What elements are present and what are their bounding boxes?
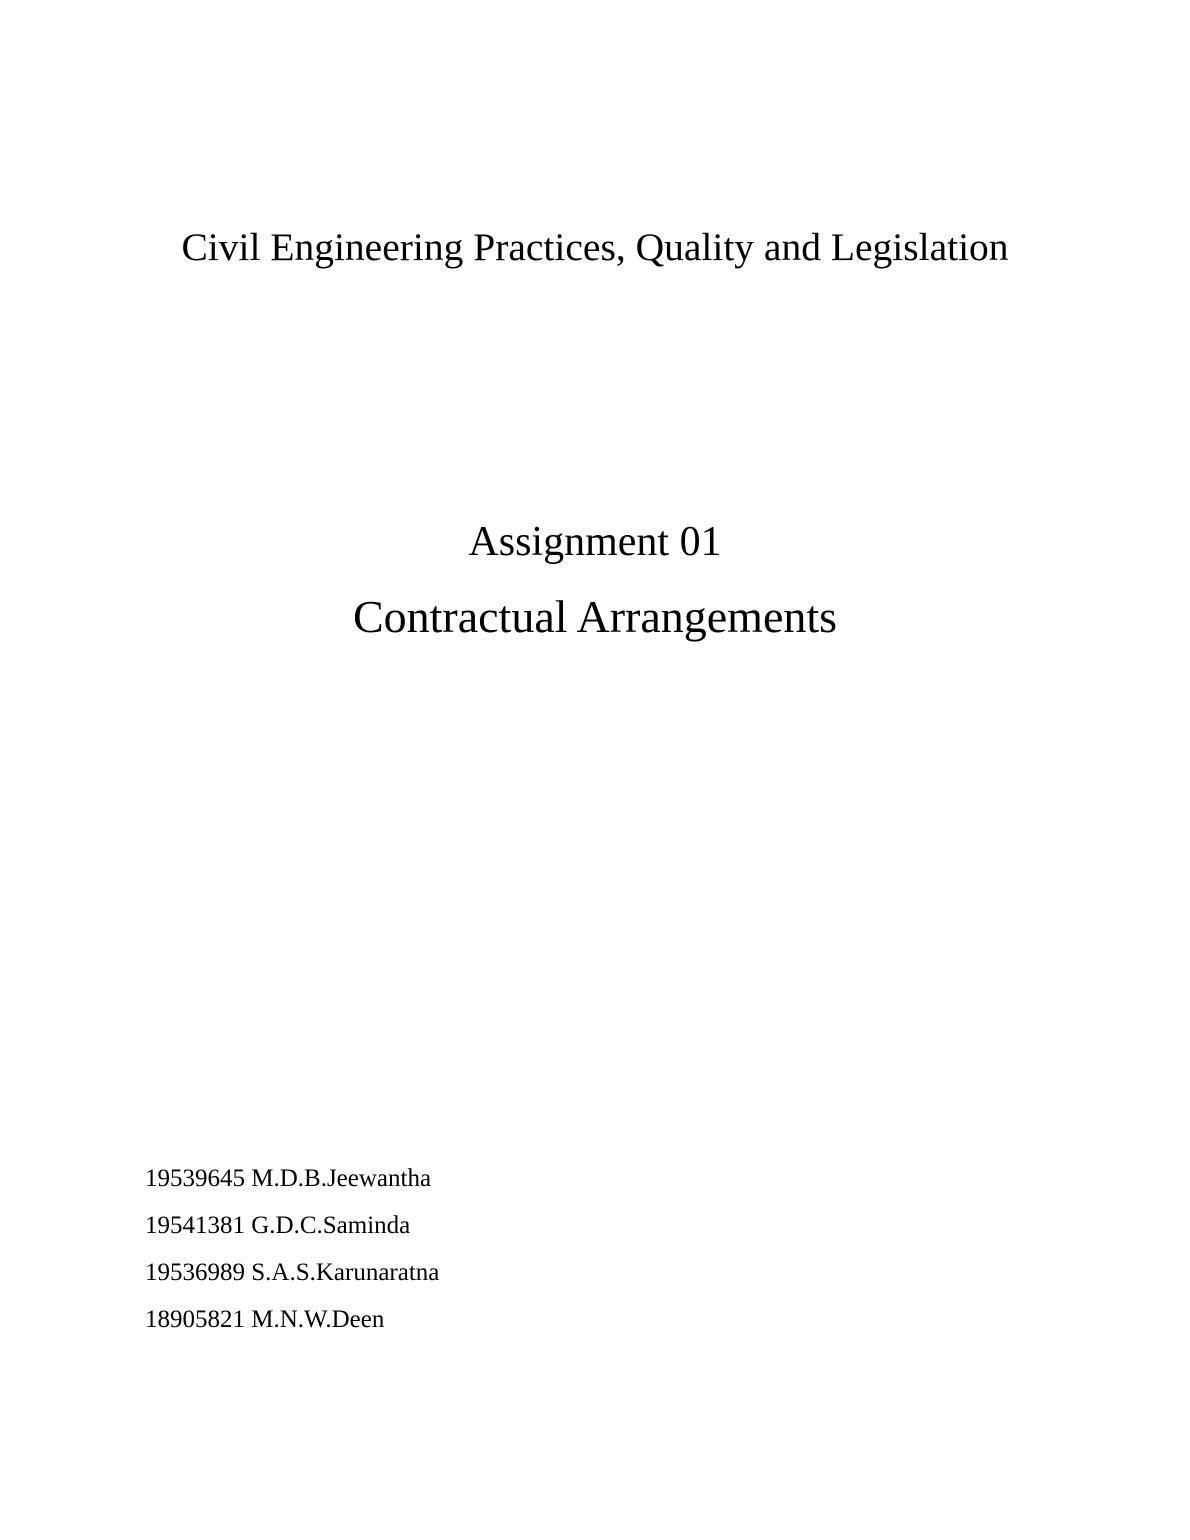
- assignment-number: Assignment 01: [468, 519, 722, 565]
- course-title: Civil Engineering Practices, Quality and Legislation: [181, 225, 1009, 269]
- member-entry: 19536989 S.A.S.Karunaratna: [145, 1259, 440, 1286]
- member-list: [145, 1163, 439, 1351]
- member-entry: 19541381 G.D.C.Saminda: [145, 1212, 411, 1239]
- member-entry: 19539645 M.D.B.Jeewantha: [145, 1165, 432, 1192]
- member-entry: 18905821 M.N.W.Deen: [145, 1306, 385, 1333]
- assignment-title: Contractual Arrangements: [352, 591, 838, 642]
